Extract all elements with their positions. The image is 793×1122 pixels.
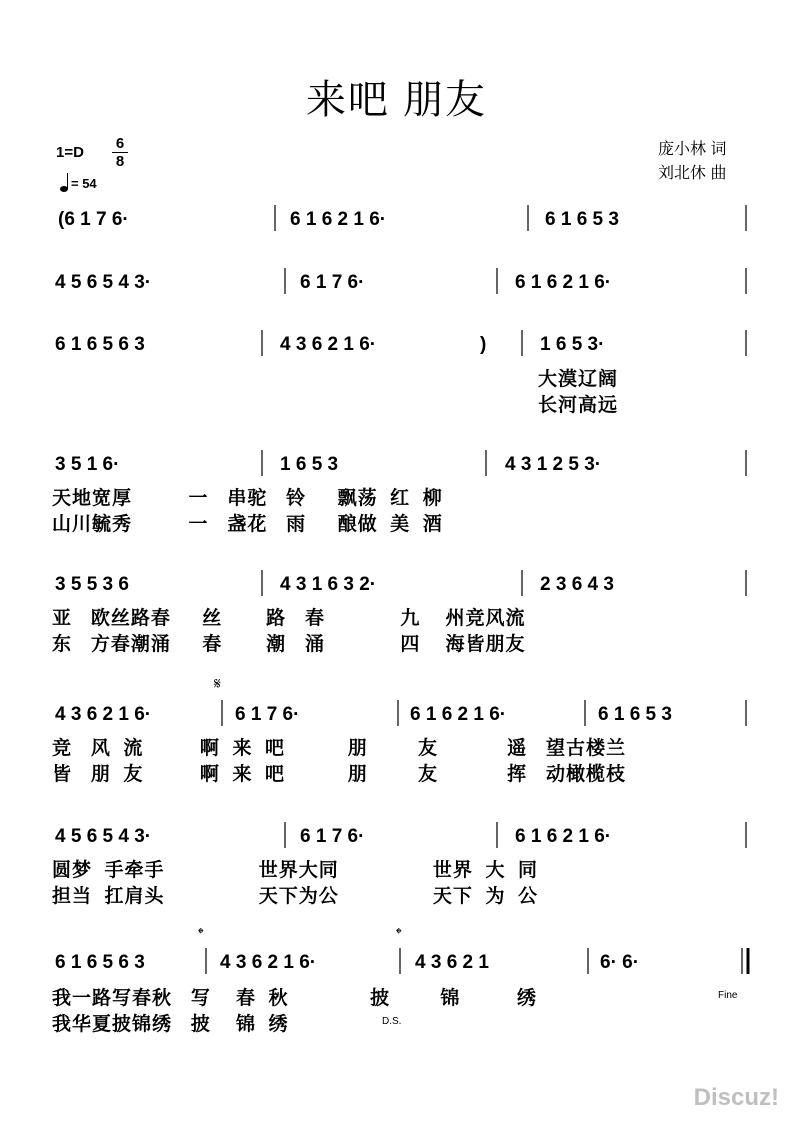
note-group: 6 1 6 2 1 6· [515,272,612,293]
note-group: 6· 6· [600,952,640,973]
note-group: 6 1 6 5 6 3 [55,952,145,973]
note-group: 1 6 5 3· [540,334,605,355]
note-group: 6 1 6 5 3 [598,704,672,725]
meter-top: 6 [115,135,125,152]
note-group: ) [480,334,487,355]
coda-sign-1: 𝄌 [198,926,204,943]
lyrics-row4-v1: 天地宽厚 一 串驼 铃 飘荡 红 柳 [52,488,443,509]
note-group: 6 1 6 2 1 6· [290,209,387,230]
lyrics-row3-v1: 大漠辽阔 [538,369,619,390]
note-group: 4 5 6 5 4 3· [55,272,152,293]
lyrics-row8-v2: 我华夏披锦绣 披 锦 绣 [52,1014,289,1035]
lyrics-row7-v2: 担当 扛肩头 天下为公 天下 为 公 [52,886,539,907]
note-group: 6 1 6 5 6 3 [55,334,145,355]
meter-bottom: 8 [115,153,125,170]
lyricist-credit: 庞小林 词 [658,141,727,158]
key-signature: 1=D [56,144,84,161]
note-group: 4 5 6 5 4 3· [55,826,152,847]
lyrics-row4-v2: 山川毓秀 一 盏花 雨 酿做 美 酒 [52,514,443,535]
note-group: (6 1 7 6· [58,209,129,230]
note-group: 3 5 1 6· [55,454,120,475]
composer-credit: 刘北休 曲 [658,165,727,182]
note-group: 4 3 6 2 1 6· [55,704,152,725]
note-group: 6 1 7 6· [300,826,365,847]
note-group: 3 5 5 3 6 [55,574,129,595]
lyrics-row7-v1: 圆梦 手牵手 世界大同 世界 大 同 [52,860,539,881]
coda-sign-2: 𝄌 [396,926,402,943]
watermark: Discuz! [693,1084,779,1111]
lyrics-row6-v1: 竞 风 流 啊 来 吧 朋 友 遥 望古楼兰 [52,738,626,759]
note-group: 4 3 6 2 1 6· [280,334,377,355]
note-group: 4 3 6 2 1 6· [220,952,317,973]
song-title: 来吧 朋友 [305,78,488,122]
lyrics-row3-v2: 长河高远 [538,395,619,416]
note-group: 6 1 7 6· [235,704,300,725]
note-group: 4 3 1 2 5 3· [505,454,602,475]
note-group: 4 3 1 6 3 2· [280,574,377,595]
lyrics-row8-v1: 我一路写春秋 写 春 秋 披 锦 绣 [52,988,537,1009]
lyrics-row6-v2: 皆 朋 友 啊 来 吧 朋 友 挥 动橄榄枝 [52,764,626,785]
note-group: 1 6 5 3 [280,454,339,475]
tempo-value: = 54 [71,176,97,191]
note-group: 2 3 6 4 3 [540,574,614,595]
segno-sign: 𝄋 [214,676,221,693]
note-group: 6 1 6 5 3 [545,209,619,230]
fine-mark: Fine [718,990,738,1001]
note-group: 6 1 6 2 1 6· [410,704,507,725]
note-group: 6 1 6 2 1 6· [515,826,612,847]
lyrics-row5-v2: 东 方春潮涌 春 潮 涌 四 海皆朋友 [52,634,526,655]
ds-mark: D.S. [382,1016,402,1027]
note-group: 6 1 7 6· [300,272,365,293]
lyrics-row5-v1: 亚 欧丝路春 丝 路 春 九 州竞风流 [52,608,526,629]
note-group: 4 3 6 2 1 [415,952,489,973]
